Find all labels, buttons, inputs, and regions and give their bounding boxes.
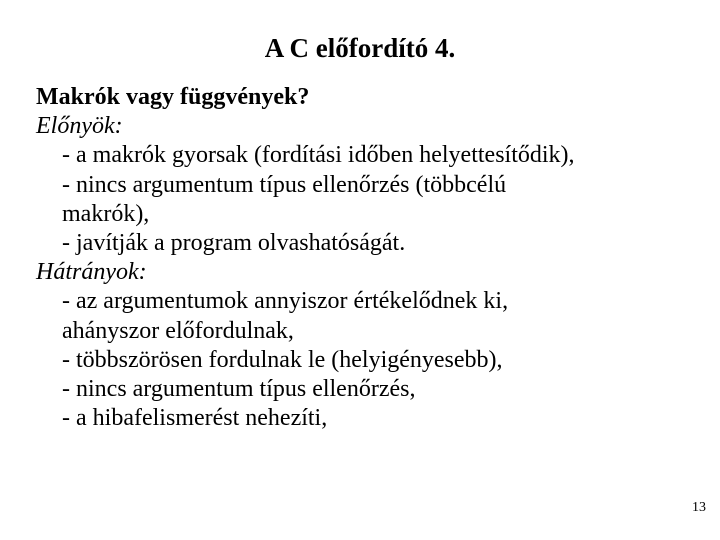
disadvantage-line: - a hibafelismerést nehezíti, <box>62 405 328 432</box>
disadvantage-line: - nincs argumentum típus ellenőrzés, <box>62 376 416 403</box>
advantage-line: - nincs argumentum típus ellenőrzés (többcélú <box>62 171 507 198</box>
advantage-line: - javítják a program olvashatóságát. <box>62 230 406 257</box>
content-heading: Makrók vagy függvények? <box>36 84 310 110</box>
disadvantages-label: Hátrányok: <box>36 259 147 286</box>
slide-title: A C előfordító 4. <box>264 33 456 63</box>
advantage-line: - a makrók gyorsak (fordítási időben helyettesítődik), <box>62 142 575 169</box>
slide-content <box>36 83 686 433</box>
disadvantage-line: ahányszor előfordulnak, <box>62 317 294 344</box>
disadvantage-line: - többszörösen fordulnak le (helyigényesebb), <box>62 346 503 373</box>
advantages-label: Előnyök: <box>36 113 123 140</box>
disadvantage-line: - az argumentumok annyiszor értékelődnek ki, <box>62 288 509 315</box>
page-number: 13 <box>692 500 706 515</box>
advantage-line: makrók), <box>62 200 150 227</box>
